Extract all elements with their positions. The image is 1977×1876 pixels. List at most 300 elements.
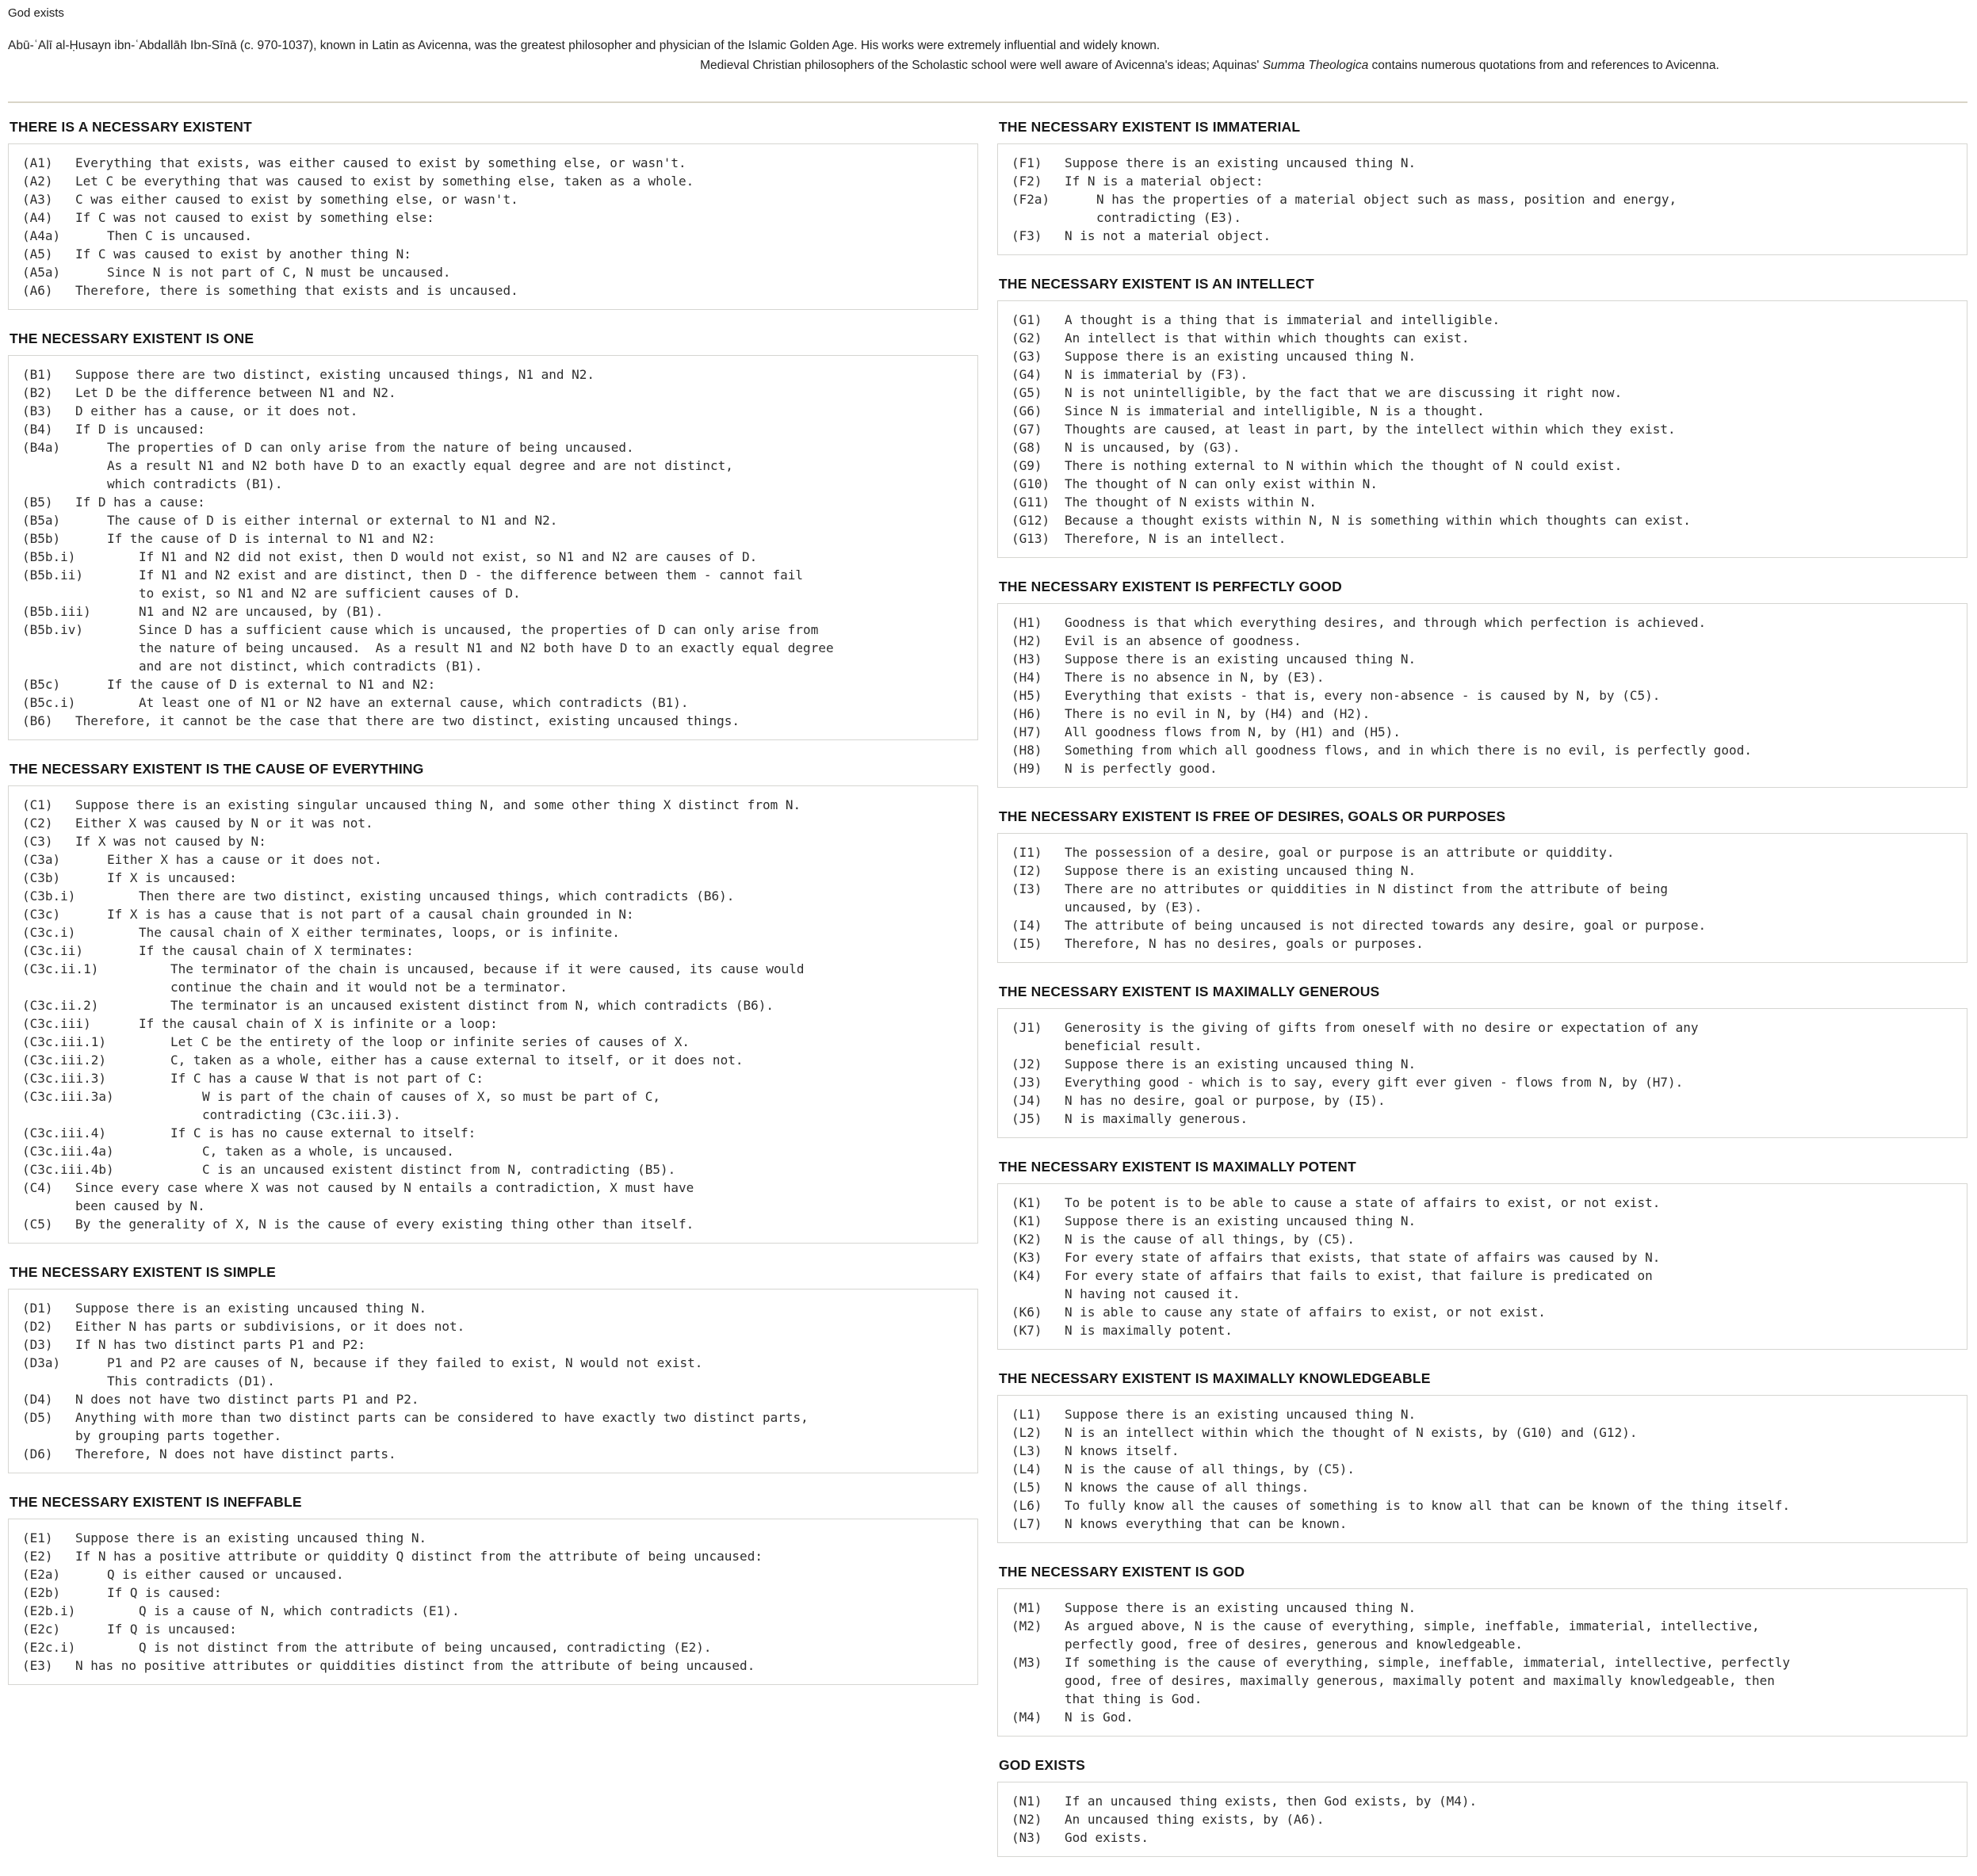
- argument-text: [1065, 1460, 1962, 1478]
- argument-label: (J1): [1011, 1020, 1042, 1035]
- argument-row: [9, 796, 973, 814]
- argument-text: [1065, 1267, 1962, 1303]
- argument-label: (A6): [22, 283, 53, 298]
- argument-line: By the generality of X, N is the cause of every existing thing other than itself.: [75, 1217, 694, 1232]
- argument-text: [75, 1408, 973, 1445]
- argument-row: [998, 1018, 1962, 1055]
- argument-line: Q is a cause of N, which contradicts (E1).: [139, 1603, 460, 1618]
- argument-label: (F3): [1011, 228, 1042, 243]
- argument-label: (J2): [1011, 1056, 1042, 1072]
- argument-label: (C3c.iii.3a): [22, 1089, 114, 1104]
- argument-text: [1065, 493, 1962, 511]
- argument-label: (C3c.iii.3): [22, 1071, 106, 1086]
- section-heading: THE NECESSARY EXISTENT IS IMMATERIAL: [999, 119, 1301, 135]
- argument-line: Everything good - which is to say, every gift ever given - flows from N, by (H7).: [1065, 1075, 1684, 1090]
- argument-text: [202, 1087, 973, 1124]
- argument-line: N is not a material object.: [1065, 228, 1271, 243]
- argument-line: Suppose there is an existing uncaused thing N.: [1065, 651, 1417, 667]
- argument-row: [998, 227, 1962, 245]
- argument-text: [107, 529, 973, 548]
- argument-row: [9, 402, 973, 420]
- argument-label: (N2): [1011, 1812, 1042, 1827]
- argument-line: Either X was caused by N or it was not.: [75, 816, 373, 831]
- argument-row: [998, 438, 1962, 457]
- argument-label: (K6): [1011, 1305, 1042, 1320]
- argument-label: (C3c.iii.4): [22, 1125, 106, 1141]
- argument-row: [9, 1335, 973, 1354]
- argument-label: (D4): [22, 1392, 53, 1407]
- argument-line: N is the cause of all things, by (C5).: [1065, 1461, 1356, 1477]
- argument-line: Suppose there is an existing uncaused thing N.: [1065, 1407, 1417, 1422]
- argument-text: [1065, 402, 1962, 420]
- argument-label: (B6): [22, 713, 53, 728]
- argument-label: (G2): [1011, 330, 1042, 346]
- argument-row: [9, 960, 973, 996]
- argument-row: [9, 869, 973, 887]
- argument-text: [1065, 438, 1962, 457]
- argument-label: (H1): [1011, 615, 1042, 630]
- argument-text: [1065, 511, 1962, 529]
- argument-row: [9, 1390, 973, 1408]
- argument-box: [997, 143, 1967, 255]
- argument-row: [9, 1445, 973, 1463]
- argument-label: (B4): [22, 422, 53, 437]
- argument-text: [107, 263, 973, 281]
- argument-label: (I4): [1011, 918, 1042, 933]
- argument-label: (K2): [1011, 1232, 1042, 1247]
- argument-text: [202, 1160, 973, 1179]
- argument-label: (N3): [1011, 1830, 1042, 1845]
- argument-row: [9, 887, 973, 905]
- section-heading: THE NECESSARY EXISTENT IS PERFECTLY GOOD: [999, 579, 1342, 594]
- argument-line: The thought of N can only exist within N.: [1065, 476, 1378, 491]
- argument-label: (E2c): [22, 1622, 61, 1637]
- argument-text: [1065, 723, 1962, 741]
- argument-row: [998, 1599, 1962, 1617]
- argument-row: [9, 227, 973, 245]
- argument-text: [1065, 916, 1962, 934]
- argument-label: (G9): [1011, 458, 1042, 473]
- argument-line: For every state of affairs that exists, that state of affairs was caused by N.: [1065, 1250, 1661, 1265]
- argument-row: [998, 1091, 1962, 1110]
- argument-line: At least one of N1 or N2 have an external cause, which contradicts (B1).: [139, 695, 689, 710]
- argument-row: [9, 905, 973, 923]
- argument-row: [998, 1194, 1962, 1212]
- argument-text: [1065, 1828, 1962, 1847]
- argument-row: [998, 632, 1962, 650]
- argument-text: [1065, 1212, 1962, 1230]
- argument-line: Let C be everything that was caused to exist by something else, taken as a whole.: [75, 174, 694, 189]
- argument-text: [75, 1656, 973, 1675]
- section-heading: THE NECESSARY EXISTENT IS THE CAUSE OF EVERYTHING: [10, 761, 424, 777]
- argument-box: [997, 1395, 1967, 1543]
- argument-text: [75, 208, 973, 227]
- argument-text: [75, 281, 973, 300]
- argument-text: [1065, 457, 1962, 475]
- argument-box: [8, 1289, 978, 1473]
- argument-line: Therefore, N is an intellect.: [1065, 531, 1287, 546]
- argument-row: [9, 172, 973, 190]
- argument-line: Therefore, N has no desires, goals or purposes.: [1065, 936, 1424, 951]
- argument-text: [1065, 705, 1962, 723]
- section-heading: THE NECESSARY EXISTENT IS INEFFABLE: [10, 1494, 302, 1510]
- argument-text: [75, 1317, 973, 1335]
- argument-label: (B5c): [22, 677, 61, 692]
- argument-line: contradicting (E3).: [1096, 210, 1242, 225]
- argument-line: N is the cause of all things, by (C5).: [1065, 1232, 1356, 1247]
- argument-label: (H8): [1011, 743, 1042, 758]
- argument-label: (C1): [22, 797, 53, 812]
- argument-row: [9, 1069, 973, 1087]
- argument-label: (F2): [1011, 174, 1042, 189]
- argument-line: been caused by N.: [75, 1198, 205, 1213]
- argument-row: [998, 1792, 1962, 1810]
- argument-text: [170, 1051, 973, 1069]
- argument-text: [107, 227, 973, 245]
- argument-line: If N is a material object:: [1065, 174, 1264, 189]
- argument-text: [75, 245, 973, 263]
- argument-label: (I3): [1011, 881, 1042, 896]
- argument-row: [998, 1460, 1962, 1478]
- argument-row: [9, 420, 973, 438]
- argument-row: [9, 675, 973, 693]
- argument-label: (F1): [1011, 155, 1042, 170]
- argument-row: [9, 1408, 973, 1445]
- argument-line: Then C is uncaused.: [107, 228, 253, 243]
- argument-row: [9, 1317, 973, 1335]
- argument-line: All goodness flows from N, by (H1) and (H5).: [1065, 724, 1401, 739]
- argument-line: C, taken as a whole, either has a cause external to itself, or it does not.: [170, 1053, 744, 1068]
- argument-text: [1065, 741, 1962, 759]
- argument-text: [1065, 1194, 1962, 1212]
- argument-text: [75, 1547, 973, 1565]
- argument-row: [9, 154, 973, 172]
- argument-text: [1065, 1653, 1962, 1708]
- argument-row: [9, 190, 973, 208]
- argument-line: If C is has no cause external to itself:: [170, 1125, 476, 1141]
- argument-label: (L2): [1011, 1425, 1042, 1440]
- argument-line: There is no absence in N, by (E3).: [1065, 670, 1325, 685]
- argument-text: [1065, 1496, 1962, 1515]
- argument-box: [997, 833, 1967, 963]
- section-heading: THE NECESSARY EXISTENT IS ONE: [10, 330, 254, 346]
- argument-label: (C3c.ii.2): [22, 998, 99, 1013]
- argument-label: (G5): [1011, 385, 1042, 400]
- argument-label: (F2a): [1011, 192, 1050, 207]
- argument-text: [1065, 613, 1962, 632]
- argument-label: (E1): [22, 1530, 53, 1546]
- argument-text: [1065, 1405, 1962, 1423]
- argument-row: [9, 1124, 973, 1142]
- argument-line: This contradicts (D1).: [107, 1374, 275, 1389]
- argument-label: (I1): [1011, 845, 1042, 860]
- argument-label: (G8): [1011, 440, 1042, 455]
- intro-line-2-suffix: contains numerous quotations from and references to Avicenna.: [1368, 59, 1719, 72]
- argument-line: The causal chain of X either terminates, loops, or is infinite.: [139, 925, 620, 940]
- argument-label: (C3c.iii.4b): [22, 1162, 114, 1177]
- argument-line: Suppose there is an existing uncaused thing N.: [1065, 155, 1417, 170]
- argument-line: The cause of D is either internal or external to N1 and N2.: [107, 513, 558, 528]
- argument-row: [998, 311, 1962, 329]
- argument-line: There is nothing external to N within which the thought of N could exist.: [1065, 458, 1623, 473]
- argument-row: [9, 942, 973, 960]
- argument-line: Therefore, it cannot be the case that there are two distinct, existing uncaused things.: [75, 713, 740, 728]
- argument-text: [1065, 1055, 1962, 1073]
- argument-line: perfectly good, free of desires, generous and knowledgeable.: [1065, 1637, 1523, 1652]
- argument-text: [1065, 227, 1962, 245]
- argument-line: Let C be the entirety of the loop or infinite series of causes of X.: [170, 1034, 690, 1049]
- argument-text: [139, 1638, 973, 1656]
- argument-text: [1065, 329, 1962, 347]
- argument-line: contradicting (C3c.iii.3).: [202, 1107, 401, 1122]
- argument-line: Either N has parts or subdivisions, or it does not.: [75, 1319, 465, 1334]
- argument-label: (G7): [1011, 422, 1042, 437]
- argument-row: [998, 457, 1962, 475]
- argument-label: (J4): [1011, 1093, 1042, 1108]
- argument-text: [1065, 1442, 1962, 1460]
- argument-line: If the cause of D is internal to N1 and N2:: [107, 531, 436, 546]
- argument-text: [139, 1014, 973, 1033]
- argument-line: Since N is not part of C, N must be uncaused.: [107, 265, 451, 280]
- argument-line: N is maximally potent.: [1065, 1323, 1233, 1338]
- argument-row: [998, 329, 1962, 347]
- argument-line: If N has a positive attribute or quiddity Q distinct from the attribute of being uncaused:: [75, 1549, 763, 1564]
- argument-line: Because a thought exists within N, N is something within which thoughts can exist.: [1065, 513, 1691, 528]
- argument-line: Then there are two distinct, existing uncaused things, which contradicts (B6).: [139, 888, 735, 904]
- argument-text: [1065, 1423, 1962, 1442]
- argument-text: [139, 621, 973, 675]
- argument-line: N is immaterial by (F3).: [1065, 367, 1249, 382]
- argument-text: [75, 1445, 973, 1463]
- argument-row: [998, 668, 1962, 686]
- argument-line: Goodness is that which everything desires, and through which perfection is achieved.: [1065, 615, 1707, 630]
- argument-label: (D3a): [22, 1355, 61, 1370]
- section-heading: THE NECESSARY EXISTENT IS MAXIMALLY GENEROUS: [999, 984, 1380, 999]
- section-heading: THE NECESSARY EXISTENT IS SIMPLE: [10, 1264, 277, 1280]
- argument-row: [9, 1620, 973, 1638]
- argument-text: [1065, 172, 1962, 190]
- argument-row: [998, 493, 1962, 511]
- argument-text: [75, 1390, 973, 1408]
- argument-text: [1065, 862, 1962, 880]
- argument-line: If C was caused to exist by another thing N:: [75, 246, 411, 262]
- argument-row: [9, 1299, 973, 1317]
- argument-row: [9, 814, 973, 832]
- argument-line: uncaused, by (E3).: [1065, 900, 1203, 915]
- argument-row: [9, 1529, 973, 1547]
- argument-row: [9, 996, 973, 1014]
- argument-text: [139, 942, 973, 960]
- argument-line: Thoughts are caused, at least in part, by the intellect within which they exist.: [1065, 422, 1676, 437]
- argument-label: (E2c.i): [22, 1640, 76, 1655]
- argument-line: N has the properties of a material object such as mass, position and energy,: [1096, 192, 1677, 207]
- argument-text: [1065, 1708, 1962, 1726]
- argument-line: If N has two distinct parts P1 and P2:: [75, 1337, 366, 1352]
- argument-box: [997, 1008, 1967, 1138]
- argument-label: (G12): [1011, 513, 1050, 528]
- argument-line: Generosity is the giving of gifts from oneself with no desire or expectation of any: [1065, 1020, 1699, 1035]
- argument-line: As a result N1 and N2 both have D to an exactly equal degree and are not distinct,: [107, 458, 733, 473]
- argument-box: [997, 603, 1967, 788]
- argument-line: N is perfectly good.: [1065, 761, 1218, 776]
- argument-line: Suppose there is an existing uncaused thing N.: [1065, 1600, 1417, 1615]
- argument-line: and are not distinct, which contradicts (B1).: [139, 659, 483, 674]
- argument-line: N is uncaused, by (G3).: [1065, 440, 1241, 455]
- argument-label: (K3): [1011, 1250, 1042, 1265]
- argument-line: If D is uncaused:: [75, 422, 205, 437]
- argument-row: [998, 1442, 1962, 1460]
- argument-row: [998, 686, 1962, 705]
- argument-text: [139, 602, 973, 621]
- argument-row: [9, 281, 973, 300]
- argument-row: [998, 172, 1962, 190]
- argument-line: If something is the cause of everything, simple, ineffable, immaterial, intellective, perfectly: [1065, 1655, 1791, 1670]
- argument-label: (B4a): [22, 440, 61, 455]
- argument-text: [75, 172, 973, 190]
- argument-line: Suppose there is an existing uncaused thing N.: [75, 1301, 427, 1316]
- argument-line: which contradicts (B1).: [107, 476, 283, 491]
- argument-row: [998, 365, 1962, 384]
- argument-label: (A5): [22, 246, 53, 262]
- argument-line: by grouping parts together.: [75, 1428, 282, 1443]
- argument-text: [107, 1620, 973, 1638]
- argument-row: [998, 1405, 1962, 1423]
- argument-text: [1065, 1091, 1962, 1110]
- intro-line-2-italic: Summa Theologica: [1262, 59, 1369, 72]
- argument-text: [1065, 686, 1962, 705]
- argument-row: [998, 934, 1962, 953]
- argument-box: [8, 1519, 978, 1685]
- argument-label: (H3): [1011, 651, 1042, 667]
- argument-text: [75, 402, 973, 420]
- argument-line: If X was not caused by N:: [75, 834, 266, 849]
- argument-text: [170, 996, 973, 1014]
- argument-line: There is no evil in N, by (H4) and (H2).: [1065, 706, 1371, 721]
- argument-text: [1065, 1321, 1962, 1339]
- argument-box: [997, 300, 1967, 558]
- argument-text: [1065, 420, 1962, 438]
- argument-label: (C3c.iii.1): [22, 1034, 106, 1049]
- argument-row: [998, 420, 1962, 438]
- argument-line: Suppose there is an existing uncaused thing N.: [1065, 349, 1417, 364]
- argument-label: (K1): [1011, 1213, 1042, 1228]
- argument-line: If the causal chain of X is infinite or a loop:: [139, 1016, 498, 1031]
- argument-row: [9, 1602, 973, 1620]
- argument-line: If C has a cause W that is not part of C:: [170, 1071, 484, 1086]
- argument-row: [9, 529, 973, 548]
- argument-label: (M3): [1011, 1655, 1042, 1670]
- argument-row: [9, 693, 973, 712]
- argument-text: [107, 850, 973, 869]
- argument-row: [998, 384, 1962, 402]
- argument-row: [998, 1708, 1962, 1726]
- argument-label: (I5): [1011, 936, 1042, 951]
- argument-text: [139, 548, 973, 566]
- argument-line: Since D has a sufficient cause which is uncaused, the properties of D can only arise from: [139, 622, 819, 637]
- argument-label: (G6): [1011, 403, 1042, 418]
- argument-text: [1065, 1792, 1962, 1810]
- argument-label: (E2b): [22, 1585, 61, 1600]
- argument-label: (K1): [1011, 1195, 1042, 1210]
- argument-label: (A1): [22, 155, 53, 170]
- argument-line: N has no desire, goal or purpose, by (I5).: [1065, 1093, 1386, 1108]
- argument-line: N has no positive attributes or quiddities distinct from the attribute of being uncaused.: [75, 1658, 755, 1673]
- argument-text: [1065, 1478, 1962, 1496]
- argument-row: [998, 529, 1962, 548]
- argument-line: Suppose there is an existing singular uncaused thing N, and some other thing X distinct from N.: [75, 797, 801, 812]
- argument-text: [1065, 1248, 1962, 1267]
- argument-text: [107, 1565, 973, 1584]
- argument-row: [9, 923, 973, 942]
- argument-box: [997, 1183, 1967, 1350]
- argument-row: [998, 1230, 1962, 1248]
- argument-row: [998, 190, 1962, 227]
- argument-text: [1065, 668, 1962, 686]
- argument-label: (A3): [22, 192, 53, 207]
- argument-line: Suppose there is an existing uncaused thing N.: [75, 1530, 427, 1546]
- intro-line-2: [8, 59, 1967, 73]
- argument-row: [9, 1354, 973, 1390]
- argument-line: good, free of desires, maximally generous, maximally potent and maximally knowledgeable, then: [1065, 1673, 1775, 1688]
- argument-row: [998, 475, 1962, 493]
- argument-line: The terminator of the chain is uncaused, because if it were caused, its cause would: [170, 961, 805, 976]
- argument-line: Q is not distinct from the attribute of being uncaused, contradicting (E2).: [139, 1640, 712, 1655]
- argument-row: [9, 621, 973, 675]
- argument-label: (B5b.iii): [22, 604, 91, 619]
- argument-row: [998, 916, 1962, 934]
- argument-text: [107, 438, 973, 493]
- argument-label: (C3c.ii.1): [22, 961, 99, 976]
- argument-line: If an uncaused thing exists, then God exists, by (M4).: [1065, 1794, 1478, 1809]
- argument-row: [9, 1656, 973, 1675]
- argument-row: [998, 705, 1962, 723]
- argument-line: An intellect is that within which thoughts can exist.: [1065, 330, 1470, 346]
- argument-label: (B5c.i): [22, 695, 76, 710]
- argument-row: [9, 365, 973, 384]
- argument-text: [75, 1529, 973, 1547]
- argument-label: (C3c.iii): [22, 1016, 91, 1031]
- argument-row: [998, 1212, 1962, 1230]
- argument-line: If X is has a cause that is not part of a causal chain grounded in N:: [107, 907, 634, 922]
- argument-label: (H9): [1011, 761, 1042, 776]
- argument-label: (D5): [22, 1410, 53, 1425]
- argument-line: Q is either caused or uncaused.: [107, 1567, 344, 1582]
- argument-text: [1065, 632, 1962, 650]
- argument-line: If Q is caused:: [107, 1585, 222, 1600]
- argument-line: The attribute of being uncaused is not directed towards any desire, goal or purpose.: [1065, 918, 1707, 933]
- argument-line: N is maximally generous.: [1065, 1111, 1249, 1126]
- argument-row: [9, 1087, 973, 1124]
- argument-label: (C3c.iii.2): [22, 1053, 106, 1068]
- argument-line: The terminator is an uncaused existent distinct from N, which contradicts (B6).: [170, 998, 774, 1013]
- argument-row: [9, 1179, 973, 1215]
- argument-label: (D1): [22, 1301, 53, 1316]
- argument-label: (A5a): [22, 265, 61, 280]
- argument-label: (D6): [22, 1446, 53, 1461]
- argument-label: (L5): [1011, 1480, 1042, 1495]
- argument-line: Either X has a cause or it does not.: [107, 852, 382, 867]
- argument-label: (C3c.ii): [22, 943, 84, 958]
- argument-label: (C4): [22, 1180, 53, 1195]
- argument-row: [998, 402, 1962, 420]
- argument-text: [1065, 843, 1962, 862]
- argument-line: Therefore, there is something that exists and is uncaused.: [75, 283, 518, 298]
- argument-text: [1065, 1303, 1962, 1321]
- argument-row: [9, 245, 973, 263]
- argument-text: [1065, 1599, 1962, 1617]
- argument-line: Let D be the difference between N1 and N2.: [75, 385, 396, 400]
- argument-line: If C was not caused to exist by something else:: [75, 210, 434, 225]
